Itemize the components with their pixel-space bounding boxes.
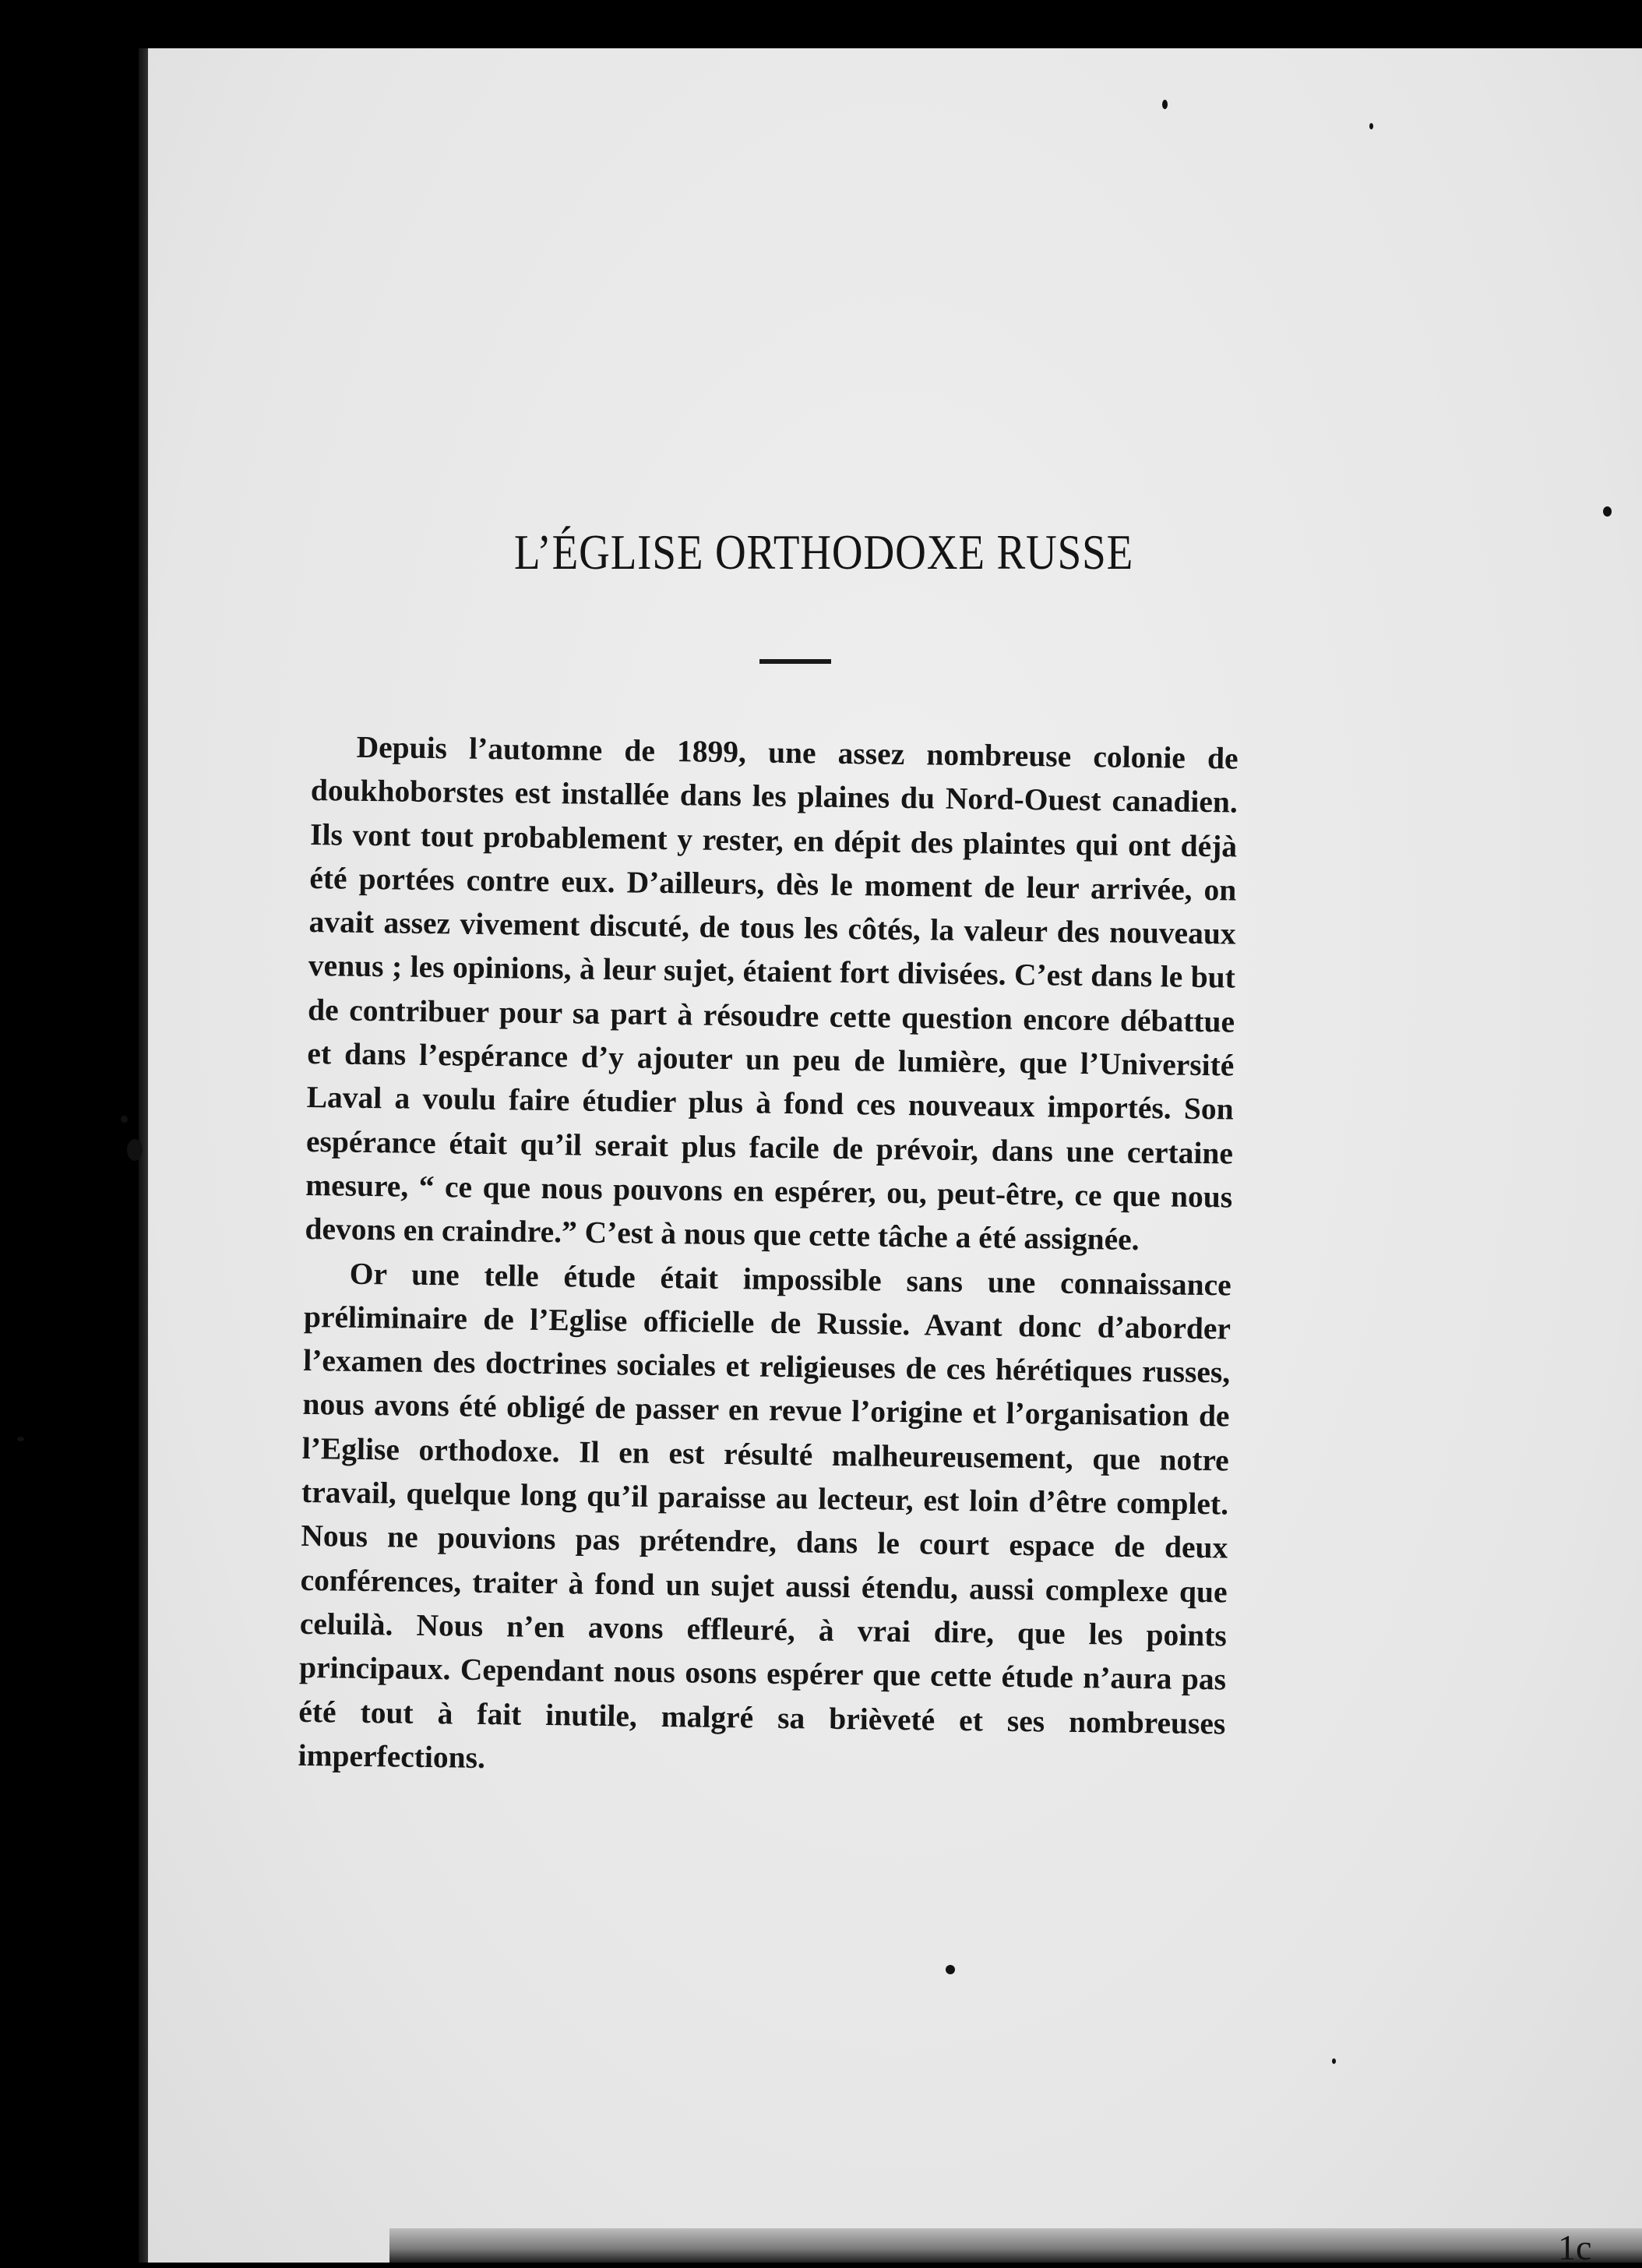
page-title: L’ÉGLISE ORTHODOXE RUSSE [514, 524, 1134, 580]
title-rule [759, 659, 831, 664]
page-bottom-edge [389, 2228, 1642, 2263]
scan-speck [127, 1139, 143, 1161]
paragraph-2: Or une telle étude était impossible sans une connaissance préliminaire de l’Eglise officielle de Russie. Avant donc d’aborder l’examen des doctrines sociales et religieuses de ces hérétiques russes, nous avons été obligé de passer en revue l’origine et l’organisation de l’Eglise orthodoxe. Il en est résulté malheureusement, que notre travail, quelque long qu’il paraisse au lecteur, est loin d’être complet. Nous ne pouvions pas prétendre, dans le court espace de deux conférences, traiter à fond un sujet aussi étendu, aussi complexe que celuilà. Nous n’en avons effleuré, à vrai dire, que les points principaux. Cependant nous osons espérer que cette étude n’aura pas été tout à fait inutile, malgré sa brièveté et ses nombreuses imperfections. [298, 1256, 1232, 1775]
scan-speck [1162, 100, 1168, 109]
scan-speck [1332, 2058, 1336, 2064]
bottom-mark: 1c [1558, 2227, 1592, 2267]
paragraph-1: Depuis l’automne de 1899, une assez nombreuse colonie de doukhoborstes est installée dans les plaines du Nord-Ouest canadien. Ils vont tout probablement y rester, en dépit des plaintes qui ont déjà été portées contre eux. D’ailleurs, dès le moment de leur arrivée, on avait assez vivement discuté, de tous les côtés, la valeur des nouveaux venus ; les opinions, à leur sujet, étaient fort divisées. C’est dans le but de contribuer pour sa part à résoudre cette question encore débattue et dans l’espérance d’y ajouter un peu de lumière, que l’Université Laval a voulu faire étudier plus à fond ces nouveaux importés. Son espérance était qu’il serait plus facile de prévoir, dans une certaine mesure, “ ce que nous pouvons en espérer, ou, peut-être, ce que nous devons en craindre.” C’est à nous que cette tâche a été assignée. [305, 729, 1239, 1257]
scan-speck [946, 1965, 955, 1974]
scan-speck [121, 1116, 128, 1123]
scan-speck [1603, 506, 1612, 517]
body-text [298, 725, 1239, 1790]
scan-speck [17, 1437, 24, 1441]
scan-speck [1369, 123, 1373, 129]
